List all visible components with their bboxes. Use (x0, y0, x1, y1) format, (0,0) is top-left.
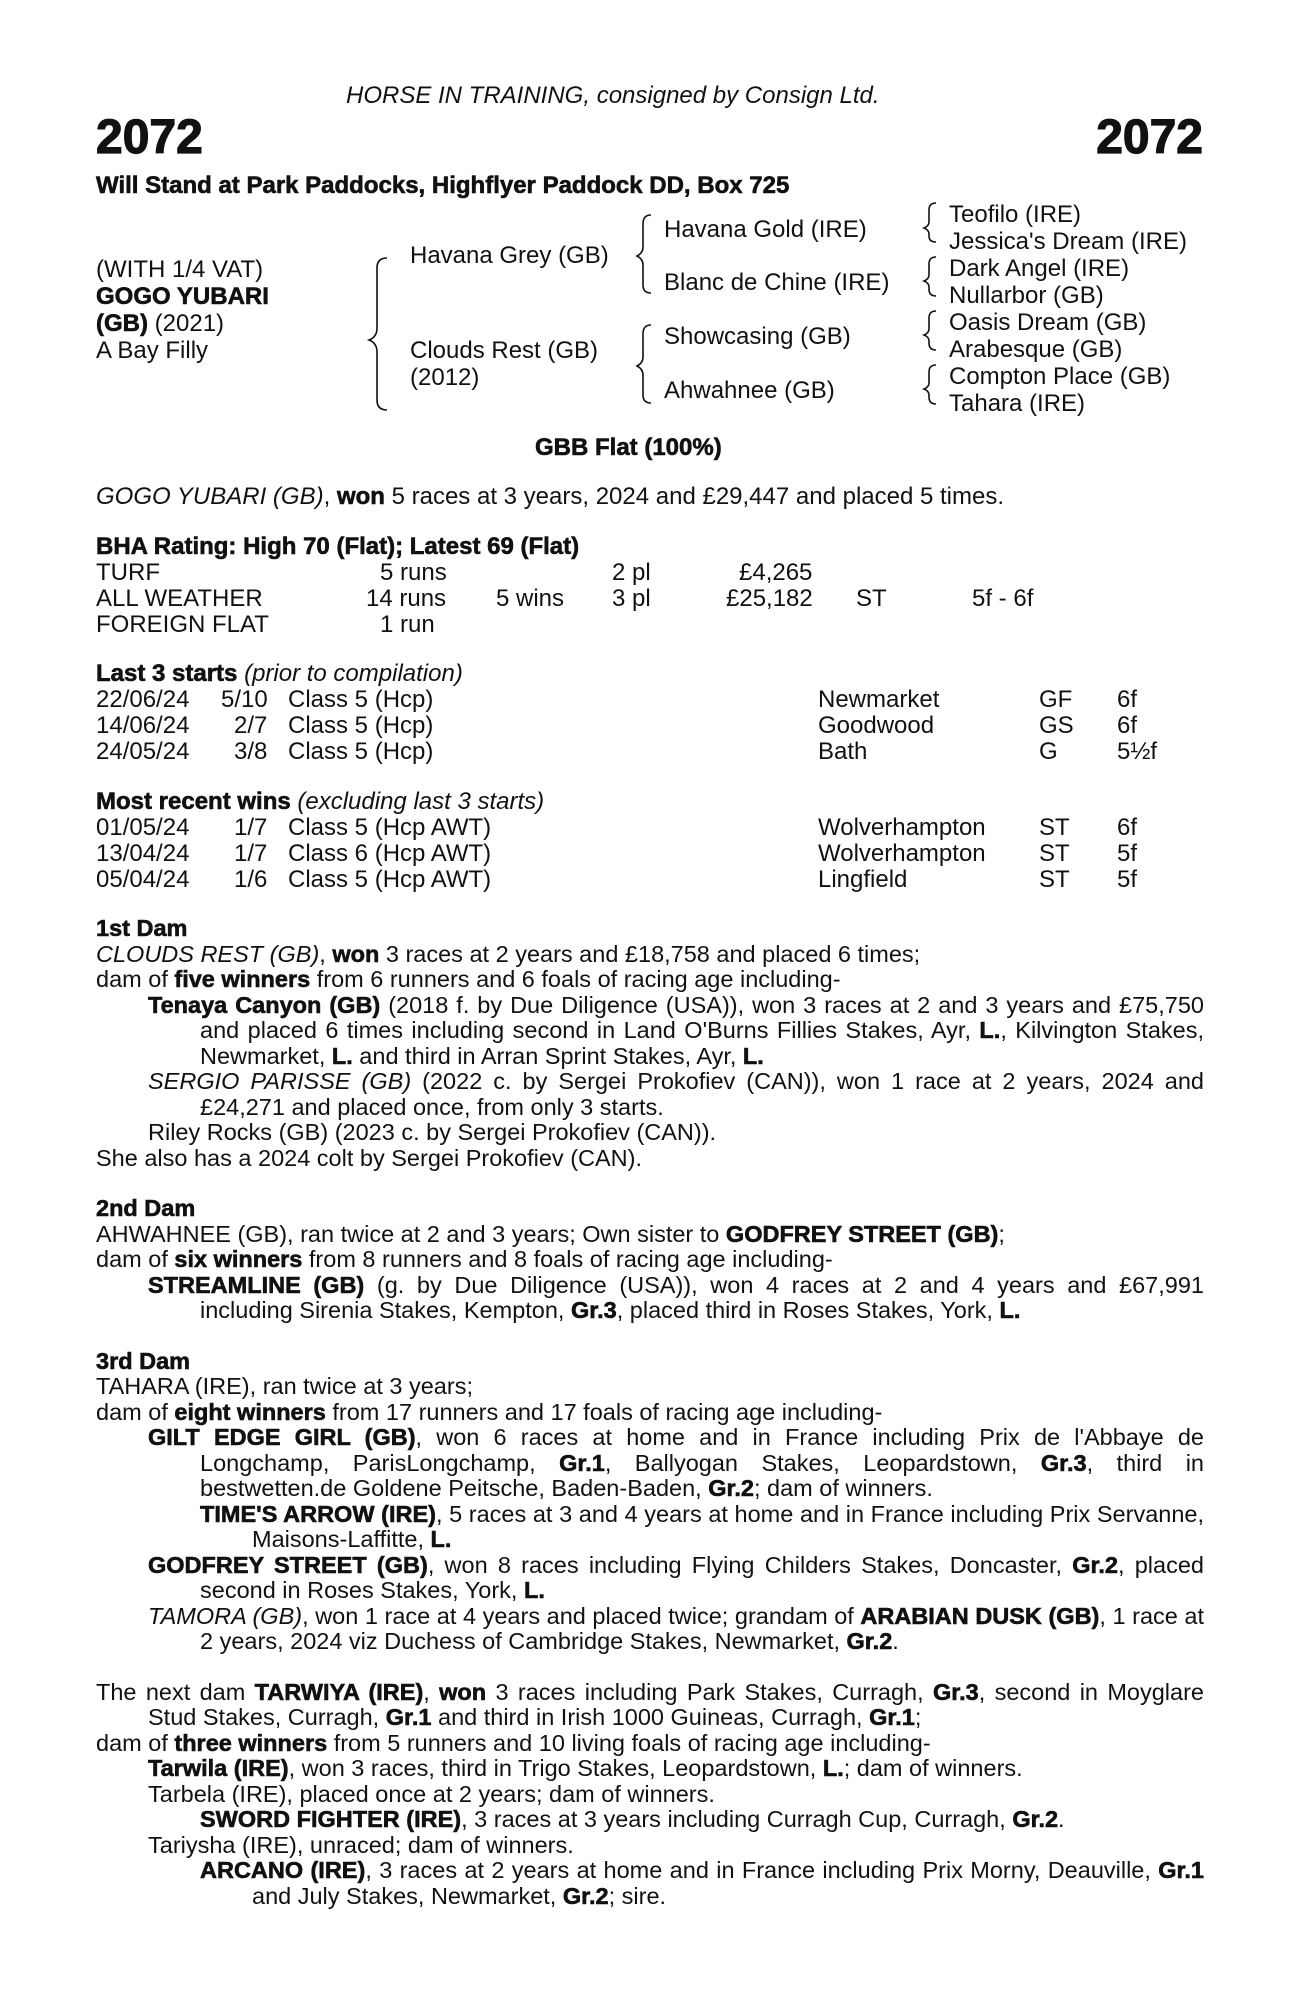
tenaya-text-2: , Kilvington Stakes, Newmarket, (200, 1017, 1204, 1069)
start-pos: 3/8 (234, 738, 268, 765)
rating-surface: TURF (96, 559, 160, 586)
rating-runs: 5 runs (380, 559, 447, 586)
tamora-text: , won 1 race at 4 years and placed twice; grandam of (302, 1602, 861, 1629)
gilt-grade-3: Gr.3 (1040, 1449, 1087, 1476)
dam1-also: She also has a 2024 colt by Sergei Prokofiev (CAN). (96, 1144, 642, 1171)
start-race: Class 5 (Hcp) (288, 686, 434, 713)
dam1-line1: CLOUDS REST (GB), won 3 races at 2 years and £18,758 and placed 6 times; (96, 940, 921, 967)
win-course: Lingfield (818, 866, 908, 893)
start-dist: 6f (1117, 712, 1138, 739)
sword-fighter-text: , 3 races at 3 years including Curragh Cup, Curragh, (461, 1806, 1013, 1832)
bha-rating: BHA Rating: High 70 (Flat); Latest 69 (Flat) (96, 533, 580, 560)
start-course: Goodwood (818, 712, 935, 739)
sword-fighter-grade: Gr.2 (1012, 1806, 1059, 1832)
next-dam-runners: from 5 runners and 10 living foals of racing age including- (327, 1729, 931, 1756)
horse-country: (GB) (96, 310, 148, 337)
win-dist: 6f (1117, 814, 1138, 841)
next-dam-text-2: , second in Moyglare Stud Stakes, Curragh, (148, 1678, 1204, 1730)
dam3-dam-of: dam of (96, 1398, 175, 1425)
next-dam-winners: three winners (174, 1729, 328, 1756)
rating-wins: 5 wins (496, 585, 565, 612)
dam2-title: 2nd Dam (96, 1195, 196, 1221)
next-dam-name: TARWIYA (IRE) (254, 1678, 424, 1705)
rating-pl: 3 pl (612, 585, 651, 612)
lot-number-left: 2072 (96, 111, 203, 164)
streamline-listed: L. (999, 1297, 1021, 1323)
bracket-ds (924, 311, 936, 350)
summary-text: 5 races at 3 years, 2024 and £29,447 and placed 5 times. (384, 483, 1005, 510)
dam2-winners: six winners (174, 1246, 303, 1272)
win-going: ST (1039, 814, 1070, 841)
rating-surface: ALL WEATHER (96, 585, 263, 612)
streamline-grade: Gr.3 (571, 1297, 617, 1323)
start-course: Bath (818, 738, 868, 765)
streamline-text-2: , placed third in Roses Stakes, York, (616, 1297, 1000, 1323)
family-notes (96, 916, 1204, 1909)
produce-godfrey-street (148, 1553, 1204, 1604)
tarwila-text: , won 3 races, third in Trigo Stakes, Leopardstown, (288, 1755, 823, 1781)
gilt-name: GILT EDGE GIRL (GB) (148, 1424, 416, 1450)
produce-tenaya (148, 993, 1204, 1070)
rating-runs: 14 runs (366, 585, 447, 612)
win-date: 01/05/24 (96, 814, 190, 841)
dam1-rest: 3 races at 2 years and £18,758 and placed 6 times; (379, 940, 921, 967)
dam3-line1: TAHARA (IRE), ran twice at 3 years; (96, 1373, 473, 1399)
summary-won: won (336, 483, 385, 510)
dam2-line1 (96, 1222, 1204, 1248)
arcano-text-3: ; sire. (608, 1882, 667, 1909)
dam1-title: 1st Dam (96, 915, 188, 941)
next-dam-grade-1a: Gr.1 (385, 1704, 432, 1730)
bracket-dam (637, 325, 651, 403)
produce-tamora (148, 1604, 1204, 1655)
stand-line: Will Stand at Park Paddocks, Highflyer Paddock DD, Box 725 (96, 172, 790, 199)
rating-prize: £25,182 (726, 585, 813, 612)
dam1-name: CLOUDS REST (GB) (96, 940, 320, 967)
arabian-dusk-name: ARABIAN DUSK (GB) (860, 1602, 1100, 1629)
vat-note: (WITH 1/4 VAT) (96, 256, 264, 283)
horse-name: GOGO YUBARI (96, 283, 269, 310)
win-going: ST (1039, 866, 1070, 893)
produce-streamline (148, 1273, 1204, 1324)
produce-arcano (200, 1858, 1204, 1909)
start-pos: 5/10 (221, 686, 268, 713)
win-race: Class 5 (Hcp AWT) (288, 866, 492, 893)
next-dam: The next dam TARWIYA (IRE), won 3 races including Park Stakes, Curragh, Gr.3, second in Moyglare Stud Stakes, Curragh, Gr.1 and third in Irish 1000 Guineas, Curragh, Gr.1; (96, 1678, 1204, 1730)
win-dist: 5f (1117, 840, 1138, 867)
last3-heading (96, 660, 463, 687)
win-race: Class 5 (Hcp AWT) (288, 814, 492, 841)
produce-riley: Riley Rocks (GB) (2023 c. by Sergei Prokofiev (CAN)). (148, 1119, 717, 1145)
dam3-winners: eight winners (174, 1398, 326, 1425)
tamora-grade: Gr.2 (846, 1628, 893, 1654)
win-date: 05/04/24 (96, 866, 190, 893)
gilt-text-1: , won 6 races at home and in France including Prix de l'Abbaye de Longchamp, ParisLongchamp, (200, 1424, 1204, 1476)
sergio-text: (2022 c. by Sergei Prokofiev (CAN)), won 1 race at 2 years, 2024 and £24,271 and placed once, from only 3 starts. (200, 1068, 1204, 1120)
pedigree-dsd: Arabesque (GB) (949, 336, 1123, 363)
gilt-grade-2: Gr.2 (708, 1475, 754, 1501)
produce-tarbela: Tarbela (IRE), placed once at 2 years; dam of winners. (148, 1780, 715, 1807)
tenaya-name: Tenaya Canyon (GB) (148, 991, 381, 1018)
win-course: Wolverhampton (818, 814, 986, 841)
times-arrow-listed: L. (430, 1526, 452, 1552)
sword-fighter-period: . (1058, 1806, 1065, 1832)
rating-going: ST (856, 585, 887, 612)
bracket-main (369, 258, 387, 410)
start-dist: 6f (1117, 686, 1138, 713)
sergio-name: SERGIO PARISSE (GB) (148, 1068, 412, 1094)
next-dam-text-1: 3 races including Park Stakes, Curragh, (486, 1678, 933, 1705)
arcano-grade-2: Gr.2 (562, 1882, 609, 1909)
gbb-flat: GBB Flat (100%) (535, 434, 722, 461)
dam3-runners: from 17 runners and 17 foals of racing age including- (325, 1398, 883, 1425)
next-dam-grade-3: Gr.3 (932, 1678, 979, 1705)
tarwila-text-2: ; dam of winners. (843, 1755, 1023, 1781)
start-going: G (1039, 738, 1058, 765)
start-date: 24/05/24 (96, 738, 190, 765)
next-dam-line2 (96, 1731, 1204, 1757)
arcano-grade-1: Gr.1 (1158, 1857, 1204, 1883)
produce-tarwila (148, 1756, 1204, 1782)
rating-dist: 5f - 6f (972, 585, 1034, 612)
rating-pl: 2 pl (612, 559, 651, 586)
next-dam-semicolon: ; (914, 1704, 922, 1730)
dam1-winners: five winners (174, 966, 311, 992)
next-dam-text-3: and third in Irish 1000 Guineas, Curragh, (431, 1704, 870, 1730)
next-dam-won: won (439, 1678, 487, 1705)
next-dam-grade-1b: Gr.1 (869, 1704, 915, 1730)
dam2-text: AHWAHNEE (GB), ran twice at 2 and 3 years; Own sister to (96, 1220, 726, 1247)
summary-horse: GOGO YUBARI (GB) (96, 483, 324, 510)
times-arrow-text: , 5 races at 3 and 4 years at home and in France including Prix Servanne, Maisons-Laffitte, (252, 1500, 1204, 1552)
next-dam-text: The next dam (96, 1678, 255, 1705)
pedigree-dd: Ahwahnee (GB) (664, 377, 835, 404)
start-pos: 2/7 (234, 712, 268, 739)
win-pos: 1/7 (234, 814, 268, 841)
pedigree-dam-year: (2012) (410, 364, 480, 391)
tarwila-name: Tarwila (IRE) (148, 1755, 289, 1781)
win-course: Wolverhampton (818, 840, 986, 867)
gilt-grade-1: Gr.1 (559, 1449, 605, 1476)
godfrey-text-2: , placed second in Roses Stakes, York, (200, 1551, 1204, 1603)
win-dist: 5f (1117, 866, 1138, 893)
times-arrow-name: TIME'S ARROW (IRE) (200, 1500, 436, 1527)
rating-prize: £4,265 (739, 559, 813, 586)
dam1-won: won (332, 940, 380, 967)
streamline-name: STREAMLINE (GB) (148, 1271, 365, 1298)
horse-desc: A Bay Filly (96, 337, 209, 364)
sword-fighter-name: SWORD FIGHTER (IRE) (200, 1806, 462, 1832)
streamline-text: (g. by Due Diligence (USA)), won 4 races at 2 and 4 years and £67,991 including Sirenia Stakes, Kempton, (200, 1271, 1204, 1323)
consign-line: HORSE IN TRAINING, consigned by Consign Ltd. (346, 82, 880, 109)
tamora-text-2: , 1 race at 2 years, 2024 viz Duchess of Cambridge Stakes, Newmarket, (200, 1602, 1205, 1654)
horse-year: (2021) (154, 310, 225, 337)
bracket-dd (924, 365, 936, 404)
pedigree-ssd: Jessica's Dream (IRE) (949, 228, 1187, 255)
dam1-line2 (96, 967, 1204, 993)
rating-surface: FOREIGN FLAT (96, 611, 269, 638)
tamora-period: . (892, 1628, 899, 1654)
recent-heading (96, 788, 544, 815)
produce-sword-fighter (200, 1807, 1204, 1833)
win-going: ST (1039, 840, 1070, 867)
dam1-dam-of: dam of (96, 966, 175, 992)
win-date: 13/04/24 (96, 840, 190, 867)
win-pos: 1/7 (234, 840, 268, 867)
last3-title: Last 3 starts (96, 660, 238, 687)
tenaya-text: (2018 f. by Due Diligence (USA)), won 3 races at 2 and 3 years and £75,750 and placed 6 times including second in Land O'Burns Fillies Stakes, Ayr, (200, 991, 1204, 1043)
godfrey-listed: L. (523, 1577, 545, 1603)
start-race: Class 5 (Hcp) (288, 738, 434, 765)
win-pos: 1/6 (234, 866, 268, 893)
pedigree-sd: Blanc de Chine (IRE) (664, 269, 890, 296)
pedigree-ss: Havana Gold (IRE) (664, 216, 867, 243)
godfrey-grade: Gr.2 (1072, 1551, 1118, 1578)
dam2-dam-of: dam of (96, 1246, 175, 1272)
start-course: Newmarket (818, 686, 940, 713)
pedigree-sss: Teofilo (IRE) (949, 201, 1082, 228)
pedigree-sdd: Nullarbor (GB) (949, 282, 1104, 309)
recent-note: (excluding last 3 starts) (290, 788, 545, 815)
start-going: GS (1039, 712, 1074, 739)
tenaya-text-3: and third in Arran Sprint Stakes, Ayr, (352, 1042, 743, 1069)
lot-number-right: 2072 (1096, 111, 1203, 164)
dam1-runners: from 6 runners and 6 foals of racing age including- (310, 966, 841, 992)
produce-gilt-edge-girl (148, 1425, 1204, 1502)
godfrey-text: , won 8 races including Flying Childers Stakes, Doncaster, (427, 1551, 1073, 1578)
start-race: Class 5 (Hcp) (288, 712, 434, 739)
recent-title: Most recent wins (96, 788, 291, 815)
produce-times-arrow (200, 1502, 1204, 1553)
start-date: 22/06/24 (96, 686, 190, 713)
dam3-line2 (96, 1400, 1204, 1426)
gilt-text-2: , Ballyogan Stakes, Leopardstown, (604, 1449, 1041, 1476)
tenaya-listed-2: L. (331, 1042, 353, 1069)
tenaya-listed-1: L. (979, 1017, 1001, 1043)
dam2-line2 (96, 1247, 1204, 1273)
gilt-text-4: ; dam of winners. (753, 1475, 933, 1501)
bracket-sd (924, 257, 936, 296)
arcano-text: , 3 races at 2 years at home and in France including Prix Morny, Deauville, (365, 1857, 1159, 1883)
dam2-runners: from 8 runners and 8 foals of racing age including- (302, 1246, 833, 1272)
dam3-title: 3rd Dam (96, 1347, 191, 1374)
pedigree-dds: Compton Place (GB) (949, 363, 1171, 390)
tenaya-listed-3: L. (742, 1042, 764, 1069)
produce-sergio (148, 1069, 1204, 1120)
bracket-ss (924, 203, 936, 242)
pedigree-ddd: Tahara (IRE) (949, 390, 1086, 417)
next-dam-dam-of: dam of (96, 1729, 175, 1756)
gilt-text-3: , third in bestwetten.de Goldene Peitsche, Baden-Baden, (200, 1449, 1204, 1501)
start-dist: 5½f (1117, 738, 1158, 765)
pedigree-dam: Clouds Rest (GB) (410, 337, 599, 364)
pedigree-sds: Dark Angel (IRE) (949, 255, 1130, 282)
pedigree-ds: Showcasing (GB) (664, 323, 851, 350)
dam2-sister-to: GODFREY STREET (GB) (725, 1220, 999, 1247)
tarwila-listed: L. (822, 1755, 844, 1781)
start-date: 14/06/24 (96, 712, 190, 739)
last3-note: (prior to compilation) (237, 660, 463, 687)
race-summary: GOGO YUBARI (GB), won 5 races at 3 years, 2024 and £29,447 and placed 5 times. (96, 483, 1005, 510)
tamora-name: TAMORA (GB) (148, 1602, 303, 1629)
produce-tariysha: Tariysha (IRE), unraced; dam of winners. (148, 1831, 574, 1858)
win-race: Class 6 (Hcp AWT) (288, 840, 492, 867)
bracket-sire (637, 215, 651, 293)
arcano-text-2: and July Stakes, Newmarket, (252, 1882, 563, 1909)
godfrey-name: GODFREY STREET (GB) (148, 1551, 428, 1578)
pedigree-dss: Oasis Dream (GB) (949, 309, 1147, 336)
start-going: GF (1039, 686, 1073, 713)
arcano-name: ARCANO (IRE) (200, 1857, 366, 1883)
pedigree-sire: Havana Grey (GB) (410, 242, 609, 269)
rating-runs: 1 run (380, 611, 435, 638)
dam2-semicolon: ; (998, 1220, 1005, 1247)
